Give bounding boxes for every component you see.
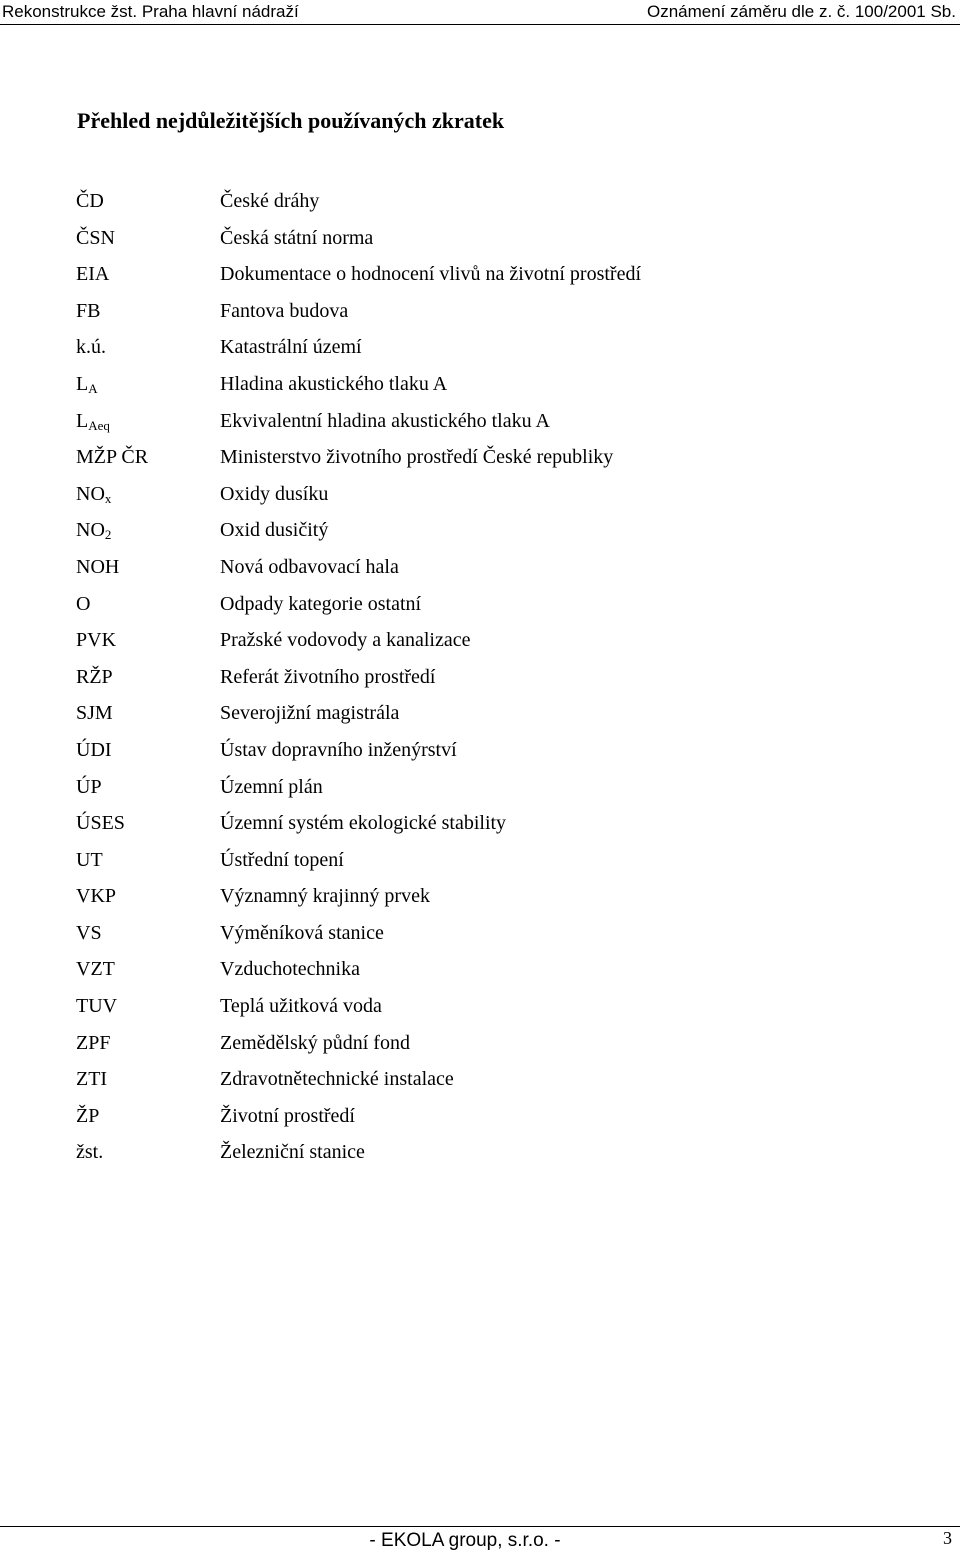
list-item <box>76 1102 896 1139</box>
header-project-title: Rekonstrukce žst. Praha hlavní nádraží <box>2 2 299 21</box>
list-item <box>76 626 896 663</box>
abbreviation-text: ZPF <box>76 1031 111 1054</box>
list-item <box>76 370 896 407</box>
abbreviation-text: ÚSES <box>76 812 125 835</box>
abbreviation-text: VS <box>76 921 102 944</box>
abbreviation <box>76 882 116 910</box>
abbreviation-text: VKP <box>76 885 117 908</box>
abbreviation-meaning: Železniční stanice <box>220 1141 365 1164</box>
abbreviation <box>76 516 111 544</box>
abbreviation <box>76 260 109 288</box>
page-title: Přehled nejdůležitějších používaných zkratek <box>77 108 505 133</box>
list-item <box>76 333 896 370</box>
list-item <box>76 187 896 224</box>
abbreviation-meaning: Ministerstvo životního prostředí České republiky <box>220 446 614 469</box>
footer-divider <box>0 1526 960 1527</box>
header-divider <box>0 24 960 25</box>
list-item <box>76 699 896 736</box>
abbreviation-text: O <box>76 592 91 615</box>
header-document-type: Oznámení záměru dle z. č. 100/2001 Sb. <box>646 2 956 21</box>
abbreviation-subscript: A <box>88 380 98 396</box>
abbreviation <box>76 333 106 361</box>
abbreviation <box>76 407 110 435</box>
abbreviation-meaning: Odpady kategorie ostatní <box>220 592 422 615</box>
list-item <box>76 480 896 517</box>
abbreviation-text: NO <box>76 519 105 542</box>
abbreviation <box>76 919 102 947</box>
abbreviation-meaning: Oxid dusičitý <box>220 519 329 542</box>
list-item <box>76 736 896 773</box>
abbreviation-meaning: Oxidy dusíku <box>220 482 329 505</box>
abbreviation <box>76 736 112 764</box>
abbreviation-text: SJM <box>76 702 113 725</box>
abbreviation-text: ŽP <box>76 1104 100 1127</box>
list-item <box>76 516 896 553</box>
footer-company: - EKOLA group, s.r.o. - <box>369 1530 561 1551</box>
abbreviation-text: FB <box>76 299 101 322</box>
list-item <box>76 443 896 480</box>
abbreviation-meaning: Katastrální území <box>220 336 362 359</box>
abbreviation-meaning: Ústřední topení <box>220 848 344 871</box>
abbreviation-subscript: x <box>104 490 112 506</box>
abbreviation-meaning: Nová odbavovací hala <box>220 555 399 578</box>
abbreviation-subscript: Aeq <box>88 417 110 433</box>
list-item <box>76 260 896 297</box>
abbreviation <box>76 443 148 471</box>
abbreviation-meaning: Územní systém ekologické stability <box>220 812 507 835</box>
abbreviation <box>76 553 119 581</box>
abbreviation <box>76 846 103 874</box>
abbreviation-text: NO <box>76 482 105 505</box>
abbreviation <box>76 699 113 727</box>
abbreviation <box>76 809 125 837</box>
abbreviation-meaning: Pražské vodovody a kanalizace <box>220 629 471 652</box>
list-item <box>76 590 896 627</box>
abbreviation-text: EIA <box>76 263 110 286</box>
abbreviation-text: ČSN <box>76 226 115 249</box>
list-item <box>76 773 896 810</box>
page-number: 3 <box>943 1528 952 1548</box>
abbreviation-meaning: Severojižní magistrála <box>220 702 400 725</box>
abbreviation-text: k.ú. <box>76 336 106 359</box>
abbreviation <box>76 480 111 508</box>
list-item <box>76 224 896 261</box>
abbreviation-meaning: Zdravotnětechnické instalace <box>220 1068 454 1091</box>
abbreviation-meaning: Ekvivalentní hladina akustického tlaku A <box>220 409 550 432</box>
list-item <box>76 809 896 846</box>
abbreviation-subscript: 2 <box>104 527 112 543</box>
abbreviation-text: ZTI <box>76 1068 108 1091</box>
list-item <box>76 407 896 444</box>
list-item <box>76 882 896 919</box>
abbreviation-text: ÚP <box>76 775 102 798</box>
abbreviation-meaning: Dokumentace o hodnocení vlivů na životní prostředí <box>220 263 642 286</box>
abbreviation <box>76 224 115 252</box>
abbreviation-text: NOH <box>76 555 120 578</box>
abbreviation-text: žst. <box>76 1141 104 1164</box>
abbreviation-meaning: Hladina akustického tlaku A <box>220 372 448 395</box>
abbreviation-text: ÚDI <box>76 738 112 761</box>
abbreviation <box>76 1065 107 1093</box>
abbreviation-meaning: Česká státní norma <box>220 226 374 249</box>
abbreviation <box>76 663 113 691</box>
abbreviation <box>76 1138 103 1166</box>
abbreviation <box>76 955 115 983</box>
list-item <box>76 1065 896 1102</box>
list-item <box>76 297 896 334</box>
list-item <box>76 992 896 1029</box>
abbreviation <box>76 1029 110 1057</box>
page-header <box>0 0 960 24</box>
abbreviation-meaning: Životní prostředí <box>220 1104 355 1127</box>
list-item <box>76 553 896 590</box>
abbreviation <box>76 1102 99 1130</box>
abbreviation-text: PVK <box>76 629 117 652</box>
abbreviation <box>76 773 102 801</box>
abbreviation-meaning: Územní plán <box>220 775 323 798</box>
abbreviation <box>76 370 98 398</box>
list-item <box>76 1029 896 1066</box>
abbreviation-text: L <box>76 372 89 395</box>
abbreviation-meaning: Významný krajinný prvek <box>220 885 430 908</box>
abbreviation <box>76 992 117 1020</box>
abbreviation-text: RŽP <box>76 665 113 688</box>
abbreviation-text: MŽP ČR <box>76 446 149 469</box>
abbreviation-text: VZT <box>76 958 115 981</box>
abbreviation-text: UT <box>76 848 103 871</box>
list-item <box>76 955 896 992</box>
list-item <box>76 663 896 700</box>
abbreviation-meaning: Ústav dopravního inženýrství <box>220 738 457 761</box>
abbreviation-meaning: Fantova budova <box>220 299 349 322</box>
list-item <box>76 846 896 883</box>
abbreviation <box>76 626 116 654</box>
abbreviation-meaning: České dráhy <box>220 190 320 212</box>
list-item <box>76 919 896 956</box>
abbreviation-text: L <box>76 409 89 432</box>
abbreviation-meaning: Zemědělský půdní fond <box>220 1031 410 1054</box>
list-item <box>76 1138 896 1175</box>
abbreviation-meaning: Referát životního prostředí <box>220 665 436 688</box>
abbreviation-list <box>76 187 896 1175</box>
abbreviation <box>76 297 100 325</box>
abbreviation <box>76 187 104 215</box>
abbreviation <box>76 590 90 618</box>
abbreviation-meaning: Vzduchotechnika <box>220 958 360 981</box>
abbreviation-meaning: Teplá užitková voda <box>220 995 382 1018</box>
abbreviation-meaning: Výměníková stanice <box>220 921 384 944</box>
abbreviation-text: ČD <box>76 190 104 212</box>
abbreviation-text: TUV <box>76 995 118 1018</box>
